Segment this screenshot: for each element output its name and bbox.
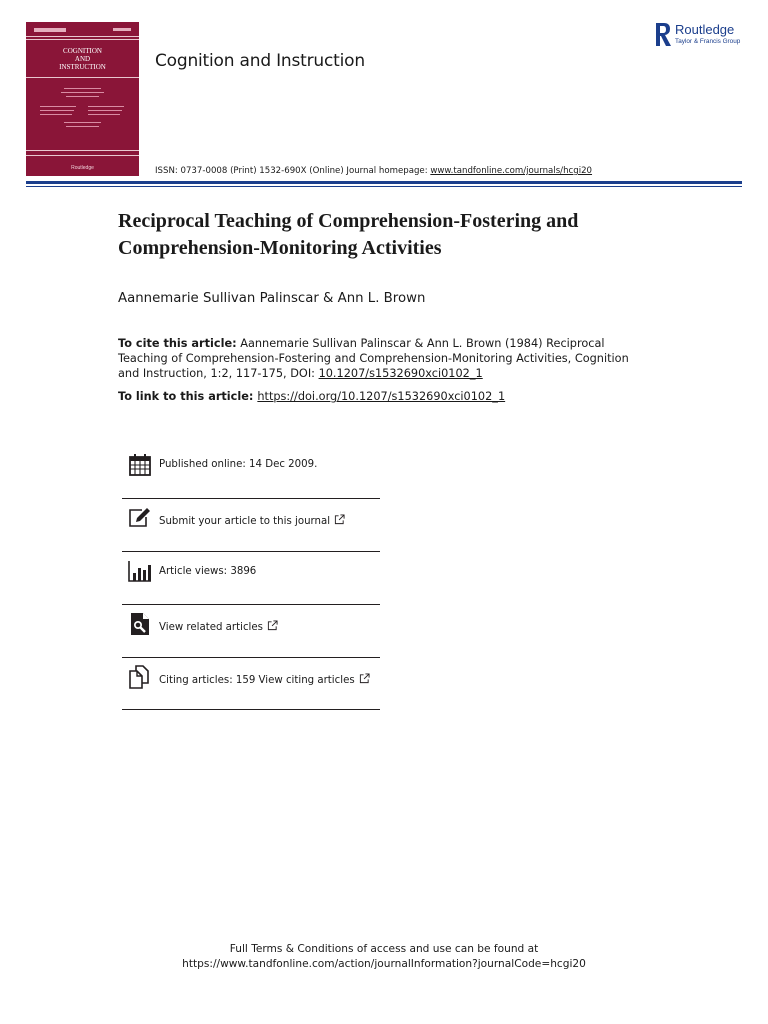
citing-articles-text: Citing articles: 159 View citing articles <box>159 675 355 686</box>
publisher-group: Taylor & Francis Group <box>675 38 741 45</box>
article-authors: Aannemarie Sullivan Palinscar & Ann L. Brown <box>118 291 426 306</box>
article-title-line: Reciprocal Teaching of Comprehension-Fostering and <box>118 210 579 232</box>
article-link-label: To link to this article: <box>118 390 258 403</box>
cover-title <box>26 47 139 71</box>
footer-terms-link[interactable]: https://www.tandfonline.com/action/journalInformation?journalCode=hcgi20 <box>182 958 586 970</box>
submit-article-row[interactable] <box>122 505 380 535</box>
issn-line <box>155 166 592 176</box>
article-title[interactable] <box>118 208 678 262</box>
citing-articles-icon <box>128 665 152 689</box>
info-divider <box>122 657 380 658</box>
cover-rule <box>26 150 139 151</box>
external-link-icon <box>359 673 370 684</box>
article-views-row <box>122 557 380 585</box>
cover-publisher-mark: Routledge <box>71 165 94 171</box>
article-title-line: Comprehension-Monitoring Activities <box>118 237 442 259</box>
citation-text: Aannemarie Sullivan Palinscar & Ann L. Brown (1984) Reciprocal Teaching of Comprehension-Fostering and Comprehension-Monitoring Activities, Cognition and Instruction, 1:2, 117-175, DOI: <box>118 337 629 380</box>
cover-issn-mark <box>113 28 131 31</box>
info-divider <box>122 709 380 710</box>
published-online-row <box>122 453 380 479</box>
calendar-icon <box>128 453 152 477</box>
header-rule-thin <box>26 186 742 187</box>
cover-volume-mark <box>34 28 66 32</box>
edit-icon <box>128 506 152 530</box>
related-articles-text: View related articles <box>159 622 263 633</box>
cover-text-line <box>64 88 101 89</box>
publisher-name: Routledge <box>675 22 735 37</box>
document-search-icon <box>128 612 152 636</box>
external-link-icon <box>267 620 278 631</box>
citing-articles-link[interactable] <box>159 673 370 686</box>
cover-title-line: INSTRUCTION <box>59 63 106 71</box>
external-link-icon <box>334 514 345 525</box>
submit-article-text: Submit your article to this journal <box>159 516 331 527</box>
footer-terms <box>0 942 768 972</box>
bar-chart-icon <box>128 559 152 583</box>
article-views-text: Article views: 3896 <box>159 566 257 577</box>
citing-articles-row[interactable] <box>122 663 380 693</box>
related-articles-row[interactable] <box>122 610 380 642</box>
cover-text-line <box>64 122 101 123</box>
cover-text-line <box>61 92 104 93</box>
journal-title[interactable]: Cognition and Instruction <box>155 51 365 71</box>
cover-text-line <box>40 110 74 111</box>
citation-block <box>118 336 648 381</box>
cover-title-line: AND <box>74 55 91 63</box>
routledge-logo-icon <box>654 21 672 48</box>
cover-text-line <box>66 96 99 97</box>
cover-text-line <box>40 106 76 107</box>
submit-article-link[interactable] <box>159 514 345 527</box>
article-link-block <box>118 390 505 403</box>
article-link-url[interactable]: https://doi.org/10.1207/s1532690xci0102_1 <box>257 390 506 403</box>
citation-label: To cite this article: <box>118 337 237 350</box>
published-online-text: Published online: 14 Dec 2009. <box>159 459 318 470</box>
cover-rule <box>26 39 139 40</box>
cover-text-line <box>88 106 124 107</box>
cover-text-line <box>88 114 120 115</box>
info-divider <box>122 498 380 499</box>
cover-title-line: COGNITION <box>63 47 102 55</box>
issn-text: ISSN: 0737-0008 (Print) 1532-690X (Online) Journal homepage: <box>155 166 431 176</box>
cover-text-line <box>88 110 122 111</box>
journal-homepage-link[interactable]: www.tandfonline.com/journals/hcgi20 <box>430 166 593 176</box>
info-divider <box>122 551 380 552</box>
journal-cover-image <box>26 22 139 176</box>
footer-terms-text: Full Terms & Conditions of access and use can be found at <box>229 943 539 955</box>
doi-link[interactable]: 10.1207/s1532690xci0102_1 <box>318 367 483 380</box>
cover-text-line <box>40 114 72 115</box>
related-articles-link[interactable] <box>159 620 278 633</box>
info-divider <box>122 604 380 605</box>
header-rule <box>26 181 742 184</box>
publisher-logo[interactable] <box>654 21 746 51</box>
cover-rule <box>26 77 139 78</box>
cover-text-line <box>66 126 99 127</box>
cover-rule <box>26 36 139 37</box>
cover-rule <box>26 155 139 156</box>
